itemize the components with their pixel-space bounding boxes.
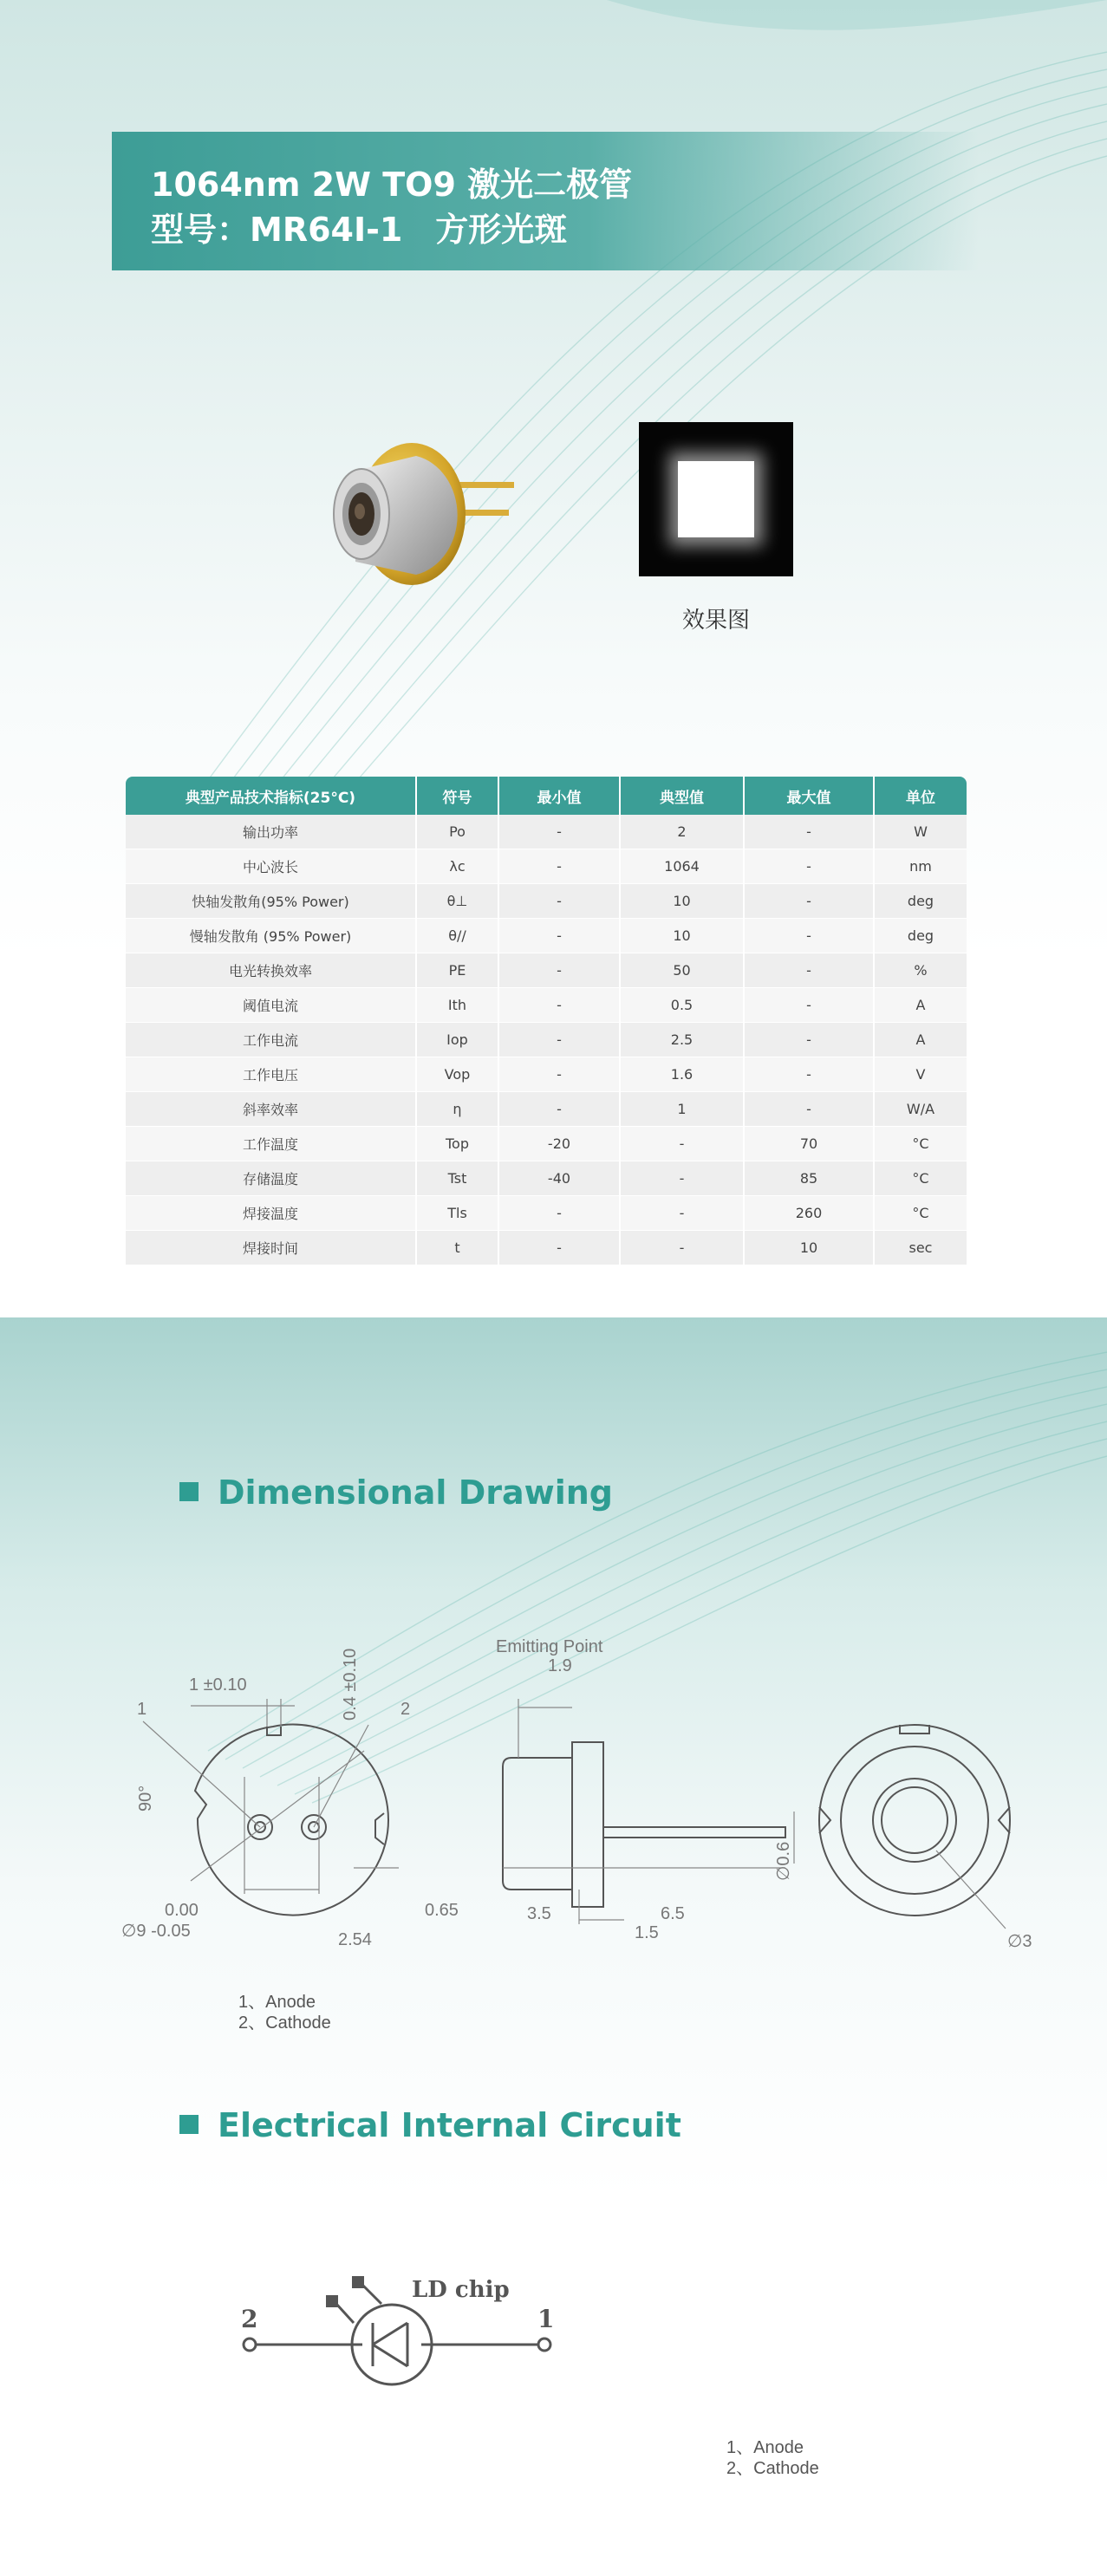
cell-unit: sec	[874, 1231, 967, 1265]
cell-typ: 1064	[620, 849, 744, 884]
circuit-pin-legend	[726, 2437, 819, 2479]
cell-param: 电光转换效率	[126, 953, 416, 988]
cell-param: 中心波长	[126, 849, 416, 884]
header-parameter: 典型产品技术指标(25°C)	[126, 777, 416, 815]
table-row	[126, 1161, 967, 1196]
dim-label-dia9: ∅9 -0.05	[121, 1922, 191, 1941]
top-panel	[0, 0, 1107, 1279]
table-row	[126, 1231, 967, 1265]
product-title: 1064nm 2W TO9 激光二极管	[151, 166, 633, 204]
table-row	[126, 884, 967, 919]
square-spot	[678, 461, 754, 537]
table-row	[126, 1127, 967, 1161]
cell-min: -	[498, 953, 620, 988]
terminal-2	[244, 2339, 256, 2351]
cell-max: -	[744, 884, 874, 919]
legend-anode: 1、Anode	[726, 2438, 804, 2457]
cell-max: 70	[744, 1127, 874, 1161]
table-row	[126, 1196, 967, 1231]
cell-typ: 10	[620, 884, 744, 919]
cell-symbol: λc	[416, 849, 498, 884]
cell-max: -	[744, 919, 874, 953]
cell-max: -	[744, 1023, 874, 1057]
cell-param: 输出功率	[126, 815, 416, 849]
cell-typ: -	[620, 1161, 744, 1196]
dim-pin-legend	[238, 1992, 331, 2033]
cell-param: 工作电流	[126, 1023, 416, 1057]
cell-typ: 10	[620, 919, 744, 953]
cell-param: 焊接温度	[126, 1196, 416, 1231]
cell-symbol: Top	[416, 1127, 498, 1161]
table-row	[126, 1023, 967, 1057]
cell-typ: 1	[620, 1092, 744, 1127]
table-row	[126, 953, 967, 988]
cell-max: 260	[744, 1196, 874, 1231]
dimensional-drawing-heading	[179, 1473, 613, 1512]
pin2-leader	[314, 1725, 368, 1827]
dim-label-065: 0.65	[425, 1901, 459, 1920]
dia-leader	[191, 1751, 364, 1881]
dim-label-dia-tol: 0.00	[165, 1901, 199, 1920]
cell-param: 工作电压	[126, 1057, 416, 1092]
effect-caption: 效果图	[681, 608, 750, 634]
product-model: 型号：MR64I-1 方形光斑	[151, 211, 568, 249]
cell-unit: °C	[874, 1161, 967, 1196]
cell-unit: deg	[874, 884, 967, 919]
cell-param: 工作温度	[126, 1127, 416, 1161]
side-view-flange	[572, 1742, 603, 1907]
cell-symbol: θ⊥	[416, 884, 498, 919]
cell-min: -	[498, 1023, 620, 1057]
dimensional-heading-text: Dimensional Drawing	[218, 1473, 613, 1512]
cell-typ: 0.5	[620, 988, 744, 1023]
rear-notch-right	[999, 1807, 1010, 1833]
emission-marker	[352, 2276, 364, 2288]
circuit-diagram	[234, 2254, 581, 2392]
legend-cathode: 2、Cathode	[238, 2013, 331, 2033]
diode-symbol	[373, 2323, 407, 2366]
dim-label-tol-04: 0.4 ±0.10	[341, 1648, 360, 1721]
circuit-heading	[179, 2106, 681, 2144]
cell-unit: W/A	[874, 1092, 967, 1127]
header-max: 最大值	[744, 777, 874, 815]
dim-label-06: ∅0.6	[774, 1841, 793, 1881]
table-row	[126, 1092, 967, 1127]
cell-min: -	[498, 849, 620, 884]
cell-min: -	[498, 1057, 620, 1092]
beam-effect-image	[639, 422, 793, 576]
cell-symbol: Vop	[416, 1057, 498, 1092]
cell-unit: %	[874, 953, 967, 988]
cell-max: 85	[744, 1161, 874, 1196]
table-row	[126, 988, 967, 1023]
diode-circle	[352, 2305, 432, 2384]
cell-typ: 2	[620, 815, 744, 849]
cell-symbol: η	[416, 1092, 498, 1127]
cell-unit: nm	[874, 849, 967, 884]
cell-max: -	[744, 849, 874, 884]
cell-param: 存储温度	[126, 1161, 416, 1196]
rear-view-lens	[882, 1787, 947, 1853]
laser-diode-photo	[308, 432, 516, 596]
cell-typ: 1.6	[620, 1057, 744, 1092]
cell-min: -	[498, 988, 620, 1023]
circuit-heading-text: Electrical Internal Circuit	[218, 2106, 681, 2144]
cell-unit: °C	[874, 1196, 967, 1231]
front-side-notch	[375, 1813, 384, 1844]
dim-label-pin1: 1	[137, 1700, 147, 1719]
cell-min: -20	[498, 1127, 620, 1161]
cell-max: -	[744, 953, 874, 988]
table-row	[126, 815, 967, 849]
cell-max: 10	[744, 1231, 874, 1265]
ld-chip-label: LD chip	[412, 2277, 510, 2303]
cell-symbol: Iop	[416, 1023, 498, 1057]
cell-symbol: Ith	[416, 988, 498, 1023]
side-view-cap	[503, 1758, 572, 1890]
cell-param: 焊接时间	[126, 1231, 416, 1265]
legend-anode: 1、Anode	[238, 1993, 316, 2012]
cell-symbol: Po	[416, 815, 498, 849]
cell-min: -	[498, 1196, 620, 1231]
table-row	[126, 849, 967, 884]
table-row	[126, 919, 967, 953]
cell-param: 斜率效率	[126, 1092, 416, 1127]
heading-square-icon	[179, 1482, 199, 1501]
pin-label-2: 2	[241, 2305, 258, 2333]
cell-symbol: t	[416, 1231, 498, 1265]
cell-max: -	[744, 815, 874, 849]
heading-square-icon	[179, 2115, 199, 2134]
table-row	[126, 1057, 967, 1092]
dim-label-15: 1.5	[635, 1923, 659, 1942]
cell-unit: A	[874, 988, 967, 1023]
cell-typ: -	[620, 1127, 744, 1161]
dim-label-19: 1.9	[548, 1656, 572, 1675]
cell-max: -	[744, 1092, 874, 1127]
cell-min: -	[498, 1092, 620, 1127]
side-view-pins	[603, 1827, 785, 1838]
spec-table	[126, 777, 967, 1265]
cell-typ: 50	[620, 953, 744, 988]
cell-unit: V	[874, 1057, 967, 1092]
cell-min: -	[498, 1231, 620, 1265]
header-typ: 典型值	[620, 777, 744, 815]
dim-label-pin2: 2	[400, 1700, 411, 1719]
cell-min: -40	[498, 1161, 620, 1196]
rear-view-ring	[841, 1747, 988, 1894]
cell-symbol: θ//	[416, 919, 498, 953]
cell-symbol: PE	[416, 953, 498, 988]
cell-min: -	[498, 919, 620, 953]
cell-unit: deg	[874, 919, 967, 953]
pin-label-1: 1	[537, 2305, 555, 2333]
dim-label-254: 2.54	[338, 1930, 372, 1949]
dim-label-35: 3.5	[527, 1904, 551, 1923]
dimensional-drawing	[104, 1603, 1058, 1968]
cell-min: -	[498, 884, 620, 919]
cell-typ: -	[620, 1196, 744, 1231]
cell-param: 快轴发散角(95% Power)	[126, 884, 416, 919]
spec-table-body	[126, 815, 967, 1265]
emission-arrow	[362, 2285, 381, 2304]
dim-label-65: 6.5	[661, 1904, 685, 1923]
cell-unit: A	[874, 1023, 967, 1057]
dim-label-angle: 90°	[136, 1785, 155, 1812]
cell-max: -	[744, 1057, 874, 1092]
cell-param: 慢轴发散角 (95% Power)	[126, 919, 416, 953]
cell-typ: -	[620, 1231, 744, 1265]
dim-label-d3: ∅3	[1007, 1932, 1032, 1951]
cell-typ: 2.5	[620, 1023, 744, 1057]
legend-cathode: 2、Cathode	[726, 2459, 819, 2478]
rear-notch-left	[819, 1807, 830, 1833]
dia3-leader	[936, 1851, 1006, 1929]
spec-header-row	[126, 777, 967, 815]
emission-arrow	[336, 2304, 354, 2323]
rear-view-window	[873, 1779, 956, 1862]
cell-max: -	[744, 988, 874, 1023]
cell-min: -	[498, 815, 620, 849]
title-band	[112, 132, 979, 270]
front-view-body	[195, 1725, 388, 1916]
cell-symbol: Tls	[416, 1196, 498, 1231]
cell-symbol: Tst	[416, 1161, 498, 1196]
emission-marker	[326, 2295, 338, 2307]
header-symbol: 符号	[416, 777, 498, 815]
cell-param: 阈值电流	[126, 988, 416, 1023]
cell-unit: °C	[874, 1127, 967, 1161]
header-min: 最小值	[498, 777, 620, 815]
dim-label-emitting-point: Emitting Point	[496, 1637, 603, 1656]
terminal-1	[538, 2339, 550, 2351]
header-unit: 单位	[874, 777, 967, 815]
rear-view-outer	[819, 1725, 1010, 1916]
cell-unit: W	[874, 815, 967, 849]
dim-label-tol-1: 1 ±0.10	[189, 1675, 247, 1695]
